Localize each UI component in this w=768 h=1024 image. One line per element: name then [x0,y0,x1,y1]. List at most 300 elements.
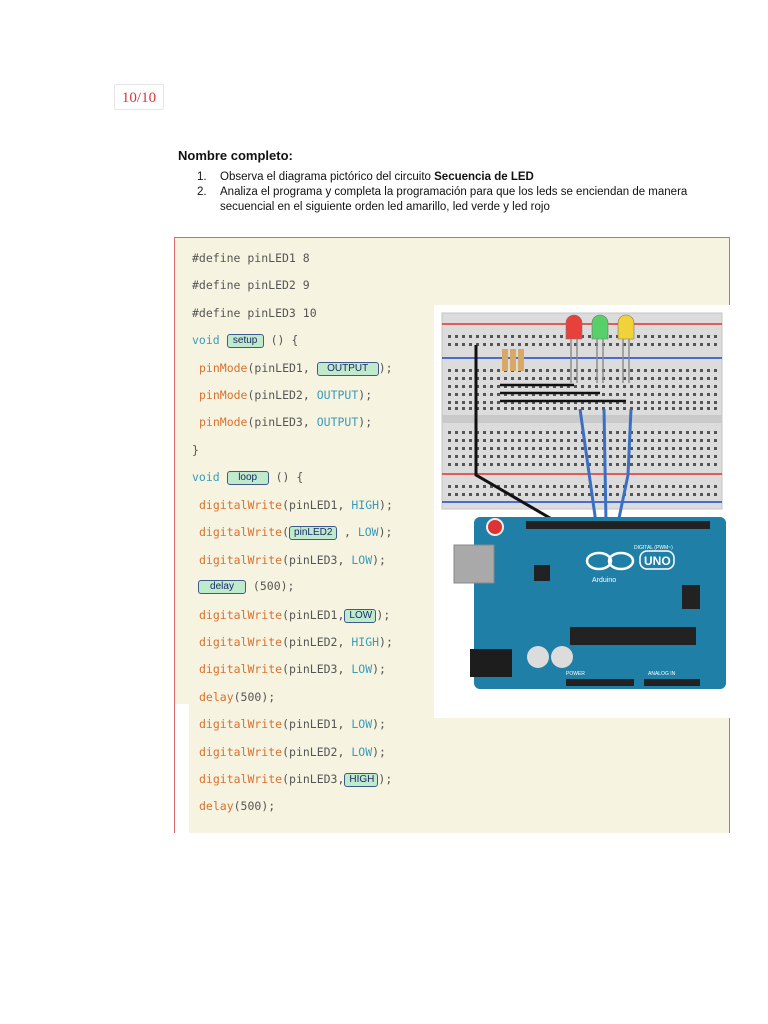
breadboard-hole [700,455,703,458]
breadboard-hole [693,407,696,410]
code-text: ); [379,635,393,649]
breadboard-hole [504,431,507,434]
code-line [199,387,372,403]
code-line [199,744,386,760]
breadboard-hole [490,431,493,434]
breadboard-hole [462,401,465,404]
breadboard-hole [574,447,577,450]
breadboard-hole [686,343,689,346]
breadboard-hole [707,493,710,496]
answer-high: HIGH [344,773,378,787]
breadboard-hole [490,447,493,450]
breadboard-hole [609,439,612,442]
breadboard-hole [455,485,458,488]
code-line: #define pinLED3 10 [192,306,317,320]
breadboard-hole [665,335,668,338]
breadboard-hole [609,455,612,458]
breadboard-hole [707,431,710,434]
breadboard-hole [707,335,710,338]
breadboard-hole [448,431,451,434]
breadboard-hole [546,377,549,380]
resistor [510,349,516,371]
breadboard-hole [707,485,710,488]
breadboard-hole [553,335,556,338]
breadboard-hole [462,485,465,488]
breadboard-hole [483,369,486,372]
breadboard-hole [700,439,703,442]
constant-low: LOW [351,662,373,676]
breadboard-hole [448,377,451,380]
code-line [192,332,298,348]
breadboard-hole [567,407,570,410]
breadboard-hole [700,463,703,466]
code-text: ); [358,415,373,429]
breadboard-hole [623,431,626,434]
breadboard-hole [672,393,675,396]
breadboard-hole [455,455,458,458]
breadboard-hole [665,447,668,450]
breadboard-hole [490,369,493,372]
breadboard-hole [574,485,577,488]
breadboard-hole [679,385,682,388]
circuit-diagram [434,305,730,718]
breadboard-hole [672,447,675,450]
breadboard-hole [518,335,521,338]
breadboard-hole [588,431,591,434]
breadboard-hole [609,431,612,434]
breadboard-hole [525,455,528,458]
breadboard-hole [609,493,612,496]
breadboard-hole [532,463,535,466]
breadboard-hole [637,431,640,434]
code-text: ); [372,717,386,731]
breadboard-hole [525,335,528,338]
answer-low: LOW [344,609,376,623]
breadboard-hole [665,485,668,488]
breadboard-hole [693,447,696,450]
breadboard-hole [602,393,605,396]
breadboard-hole [504,407,507,410]
code-text: (pinLED2, [282,745,352,759]
code-text: ); [378,772,393,786]
breadboard-hole [658,439,661,442]
breadboard-hole [553,369,556,372]
breadboard-hole [679,343,682,346]
keyword-void: void [192,333,220,347]
constant-low: LOW [351,717,373,731]
breadboard-hole [651,369,654,372]
breadboard-hole [707,343,710,346]
breadboard-hole [700,493,703,496]
breadboard-hole [637,385,640,388]
breadboard-hole [567,447,570,450]
breadboard-hole [518,431,521,434]
function-digitalwrite: digitalWrite [199,717,283,731]
breadboard-hole [490,493,493,496]
breadboard-hole [651,493,654,496]
breadboard-hole [651,455,654,458]
breadboard-hole [532,439,535,442]
code-line [192,469,303,485]
breadboard-hole [462,335,465,338]
instruction-number: 1. [197,171,207,183]
code-line [199,661,386,677]
breadboard-hole [483,455,486,458]
breadboard-hole [693,385,696,388]
breadboard-hole [665,343,668,346]
breadboard-hole [581,385,584,388]
breadboard-hole [658,369,661,372]
breadboard-hole [469,485,472,488]
breadboard-hole [588,335,591,338]
breadboard-hole [693,335,696,338]
breadboard-hole [672,385,675,388]
breadboard-hole [714,369,717,372]
breadboard-hole [686,393,689,396]
rail-line-red [442,473,722,475]
breadboard-hole [595,385,598,388]
breadboard-hole [532,335,535,338]
code-line: #define pinLED2 9 [192,278,310,292]
breadboard-hole [497,455,500,458]
breadboard-hole [609,369,612,372]
breadboard-hole [693,493,696,496]
chip [534,565,550,581]
breadboard-hole [574,439,577,442]
breadboard-hole [700,407,703,410]
breadboard-hole [546,463,549,466]
breadboard-hole [532,377,535,380]
breadboard-hole [490,439,493,442]
breadboard-hole [532,447,535,450]
breadboard-hole [581,493,584,496]
breadboard-hole [553,455,556,458]
breadboard-hole [672,377,675,380]
breadboard-hole [665,385,668,388]
breadboard-hole [595,407,598,410]
breadboard-hole [630,401,633,404]
breadboard-hole [609,447,612,450]
breadboard-hole [497,369,500,372]
breadboard-hole [448,485,451,488]
breadboard-hole [511,377,514,380]
breadboard-hole [448,369,451,372]
breadboard-hole [525,447,528,450]
breadboard-hole [588,369,591,372]
breadboard-hole [686,493,689,496]
breadboard-hole [588,455,591,458]
breadboard-hole [567,369,570,372]
breadboard-hole [483,335,486,338]
breadboard-hole [679,431,682,434]
breadboard-hole [560,463,563,466]
breadboard-hole [455,439,458,442]
breadboard-hole [595,439,598,442]
breadboard-hole [469,447,472,450]
breadboard-hole [476,335,479,338]
breadboard-hole [609,463,612,466]
breadboard-hole [707,463,710,466]
breadboard-hole [658,401,661,404]
breadboard-hole [707,385,710,388]
breadboard-hole [616,439,619,442]
breadboard-hole [651,431,654,434]
breadboard-hole [462,463,465,466]
answer-delay: delay [198,580,246,594]
breadboard-hole [525,431,528,434]
breadboard-hole [560,377,563,380]
breadboard-hole [497,385,500,388]
breadboard-hole [609,407,612,410]
breadboard-hole [539,407,542,410]
breadboard-hole [616,407,619,410]
constant-high: HIGH [351,635,380,649]
breadboard-hole [560,343,563,346]
breadboard-hole [700,385,703,388]
breadboard-hole [504,447,507,450]
breadboard-hole [455,401,458,404]
breadboard-hole [658,385,661,388]
constant-output: OUTPUT [316,388,359,402]
breadboard-hole [448,493,451,496]
breadboard-hole [490,335,493,338]
breadboard-hole [574,455,577,458]
breadboard-hole [511,463,514,466]
breadboard-hole [497,393,500,396]
code-text: ); [379,498,393,512]
breadboard-hole [644,401,647,404]
breadboard-hole [707,369,710,372]
breadboard-hole [644,447,647,450]
code-text: (pinLED3, [247,415,317,429]
breadboard-hole [651,377,654,380]
breadboard-hole [560,431,563,434]
code-text: () { [268,470,304,484]
function-digitalwrite: digitalWrite [199,608,283,622]
breadboard-hole [532,493,535,496]
breadboard-hole [560,447,563,450]
atmega-chip [570,627,696,645]
breadboard-hole [658,463,661,466]
breadboard-hole [707,439,710,442]
keyword-void: void [192,470,220,484]
breadboard-hole [672,463,675,466]
breadboard-hole [714,447,717,450]
led [566,315,582,339]
breadboard-hole [560,493,563,496]
breadboard-hole [567,431,570,434]
breadboard-hole [567,377,570,380]
breadboard-hole [707,401,710,404]
breadboard-hole [490,377,493,380]
breadboard-hole [553,463,556,466]
breadboard-hole [637,493,640,496]
breadboard-hole [700,393,703,396]
breadboard-hole [672,455,675,458]
breadboard-hole [707,393,710,396]
constant-low: LOW [357,525,379,539]
breadboard-hole [483,401,486,404]
signal-wire [604,409,606,523]
breadboard-hole [651,401,654,404]
breadboard-hole [616,393,619,396]
breadboard-hole [714,407,717,410]
breadboard-hole [469,369,472,372]
breadboard-hole [686,335,689,338]
breadboard-hole [658,335,661,338]
breadboard-hole [560,369,563,372]
breadboard-hole [651,447,654,450]
breadboard-hole [658,485,661,488]
breadboard-hole [448,439,451,442]
breadboard-hole [567,439,570,442]
breadboard-hole [553,377,556,380]
breadboard-hole [581,377,584,380]
breadboard-hole [651,485,654,488]
breadboard-hole [469,455,472,458]
function-delay: delay [199,799,234,813]
breadboard-hole [693,401,696,404]
breadboard-hole [644,335,647,338]
code-text: (500); [233,690,276,704]
breadboard-hole [609,377,612,380]
breadboard-hole [714,463,717,466]
resistors [502,349,524,371]
breadboard-hole [623,463,626,466]
breadboard-hole [497,493,500,496]
breadboard-hole [588,377,591,380]
breadboard-hole [504,485,507,488]
breadboard-hole [511,407,514,410]
breadboard-hole [525,343,528,346]
code-text: ); [372,553,386,567]
function-digitalwrite: digitalWrite [199,772,283,786]
code-text: (pinLED3, [282,553,352,567]
breadboard-hole [700,343,703,346]
breadboard-hole [539,463,542,466]
breadboard-hole [462,439,465,442]
breadboard-hole [686,447,689,450]
breadboard-hole [630,493,633,496]
breadboard-hole [476,493,479,496]
breadboard-hole [679,335,682,338]
breadboard-hole [658,407,661,410]
power-header [566,679,634,686]
code-line: #define pinLED1 8 [192,251,310,265]
breadboard-hole [679,463,682,466]
breadboard-hole [483,407,486,410]
breadboard-hole [469,393,472,396]
breadboard-hole [714,485,717,488]
breadboard-hole [686,385,689,388]
breadboard-hole [546,455,549,458]
breadboard-hole [637,343,640,346]
code-line [198,578,294,594]
breadboard-hole [553,343,556,346]
function-digitalwrite: digitalWrite [199,662,283,676]
breadboard-hole [546,335,549,338]
breadboard-hole [511,431,514,434]
breadboard-hole [637,407,640,410]
breadboard-hole [672,401,675,404]
breadboard-hole [714,335,717,338]
breadboard-hole [581,447,584,450]
breadboard-hole [490,407,493,410]
breadboard-hole [644,493,647,496]
reset-button [487,519,503,535]
breadboard-hole [490,463,493,466]
breadboard-hole [448,407,451,410]
breadboard-hole [637,455,640,458]
breadboard-hole [511,485,514,488]
code-line [199,634,393,650]
answer-loop: loop [227,471,269,485]
code-line [199,771,392,787]
breadboard-hole [483,439,486,442]
breadboard-hole [567,485,570,488]
breadboard-hole [644,385,647,388]
breadboard-hole [553,493,556,496]
breadboard-hole [693,439,696,442]
breadboard-hole [616,447,619,450]
breadboard-hole [483,431,486,434]
instruction-bold: Secuencia de LED [434,171,534,183]
breadboard-hole [672,343,675,346]
breadboard-hole [574,407,577,410]
code-line [199,716,386,732]
breadboard-hole [504,335,507,338]
breadboard-hole [469,385,472,388]
breadboard-hole [595,455,598,458]
breadboard-hole [497,447,500,450]
breadboard-hole [532,431,535,434]
breadboard-hole [630,393,633,396]
breadboard-hole [483,485,486,488]
breadboard-hole [497,431,500,434]
digital-header [526,521,710,529]
breadboard-hole [448,385,451,388]
breadboard-hole [651,335,654,338]
breadboard-hole [644,455,647,458]
breadboard-hole [623,385,626,388]
breadboard-hole [553,447,556,450]
code-text: (pinLED3, [282,662,352,676]
code-text: (pinLED1, [282,608,345,622]
answer-pinled2: pinLED2 [289,526,337,540]
breadboard-hole [616,385,619,388]
breadboard-hole [644,377,647,380]
breadboard-hole [658,377,661,380]
breadboard-hole [658,493,661,496]
breadboard-hole [672,493,675,496]
breadboard-hole [595,463,598,466]
function-digitalwrite: digitalWrite [199,525,283,539]
breadboard-hole [511,439,514,442]
breadboard-hole [483,447,486,450]
breadboard-hole [511,343,514,346]
breadboard-hole [574,385,577,388]
breadboard-hole [532,369,535,372]
breadboard-hole [637,439,640,442]
breadboard-hole [581,485,584,488]
breadboard-hole [630,463,633,466]
code-text: () { [263,333,299,347]
breadboard-hole [609,343,612,346]
breadboard-hole [630,485,633,488]
breadboard-hole [700,335,703,338]
breadboard-hole [588,447,591,450]
breadboard-hole [497,343,500,346]
